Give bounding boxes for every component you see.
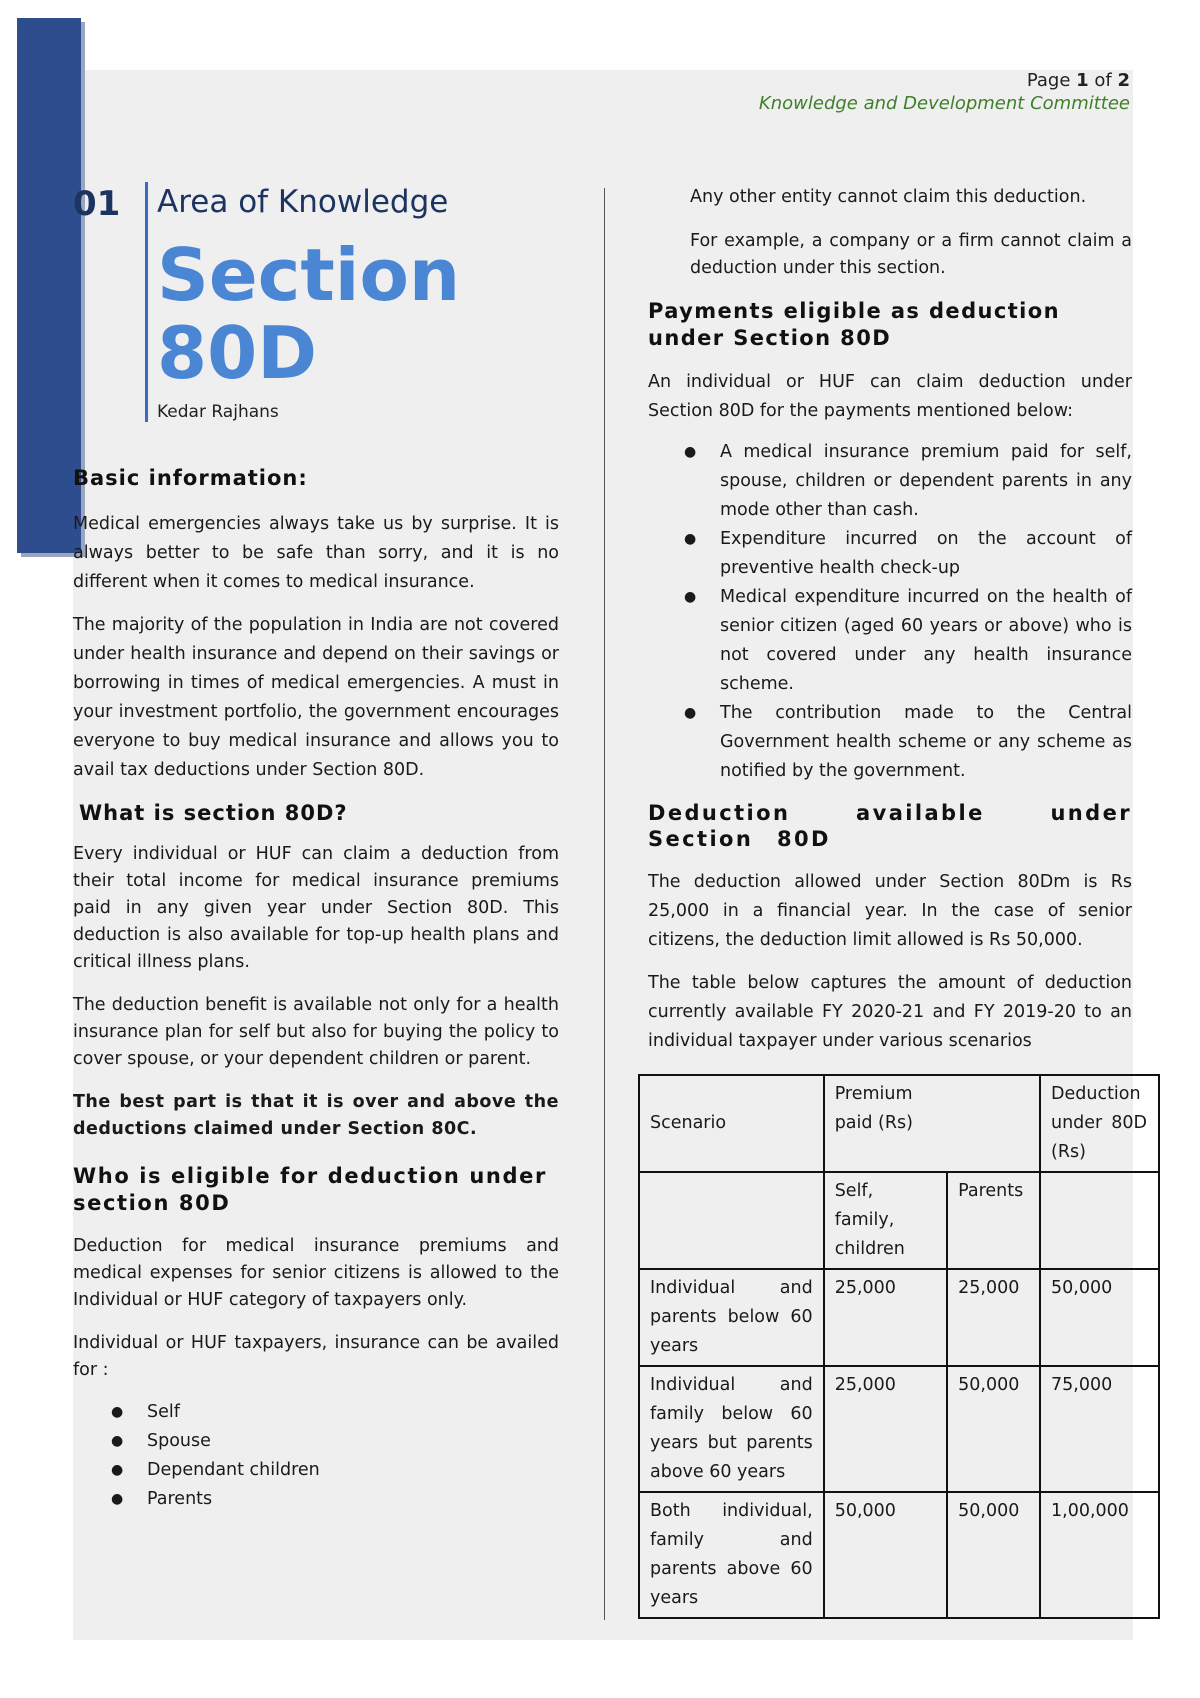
area-label: Area of Knowledge — [157, 184, 449, 220]
title-rule — [145, 182, 148, 422]
table-row: Individual and family below 60 years but parents above 60 years 25,000 50,000 75,000 — [639, 1366, 1159, 1492]
list-item: ● Dependant children — [111, 1460, 320, 1480]
page-title: Section 80D — [157, 233, 461, 395]
header-deduction: Deduction under 80D (Rs) — [1040, 1075, 1159, 1172]
right-column — [648, 180, 1147, 1619]
title-block — [73, 180, 559, 430]
basic-heading: Basic information: — [73, 466, 308, 490]
page-number: Page 1 of 2 — [1026, 70, 1130, 91]
who-paragraph-1: Deduction for medical insurance premiums and medical expenses for senior citizens is allowed to the Individual or HUF category of taxpayers only. — [73, 1236, 559, 1310]
committee-name: Knowledge and Development Committee — [758, 93, 1130, 114]
table-row: Individual and parents below 60 years 25,000 25,000 50,000 — [639, 1269, 1159, 1366]
subheader-self: Self, family, children — [824, 1172, 947, 1269]
what-paragraph-2: The deduction benefit is available not only for a health insurance plan for self but also for buying the policy to cover spouse, or your dependent children or parent. — [73, 995, 559, 1069]
table-subheader-row — [639, 1172, 1159, 1269]
section-number: 01 — [73, 184, 121, 224]
right-intro-1: Any other entity cannot claim this deduction. — [690, 187, 1087, 207]
table-header-row — [639, 1075, 1159, 1172]
right-intro-2: For example, a company or a firm cannot claim a deduction under this section. — [690, 231, 1132, 278]
eligible-list — [73, 1398, 559, 1514]
subheader-parents: Parents — [947, 1172, 1040, 1269]
list-item: ● Self — [111, 1402, 180, 1422]
deduction-paragraph-1: The deduction allowed under Section 80Dm is Rs 25,000 in a financial year. In the case of senior citizens, the deduction limit allowed is Rs 50,000. — [648, 872, 1132, 950]
deduction-paragraph-2: The table below captures the amount of deduction currently available FY 2020-21 and FY 2019-20 to an individual taxpayer under various scenarios — [648, 973, 1132, 1051]
basic-paragraph-1: Medical emergencies always take us by surprise. It is always better to be safe than sorry, and it is no different when it comes to medical insurance. — [73, 514, 559, 592]
list-item: ● Parents — [111, 1489, 213, 1509]
basic-paragraph-2: The majority of the population in India are not covered under health insurance and depend on their savings or borrowing in times of medical emergencies. A must in your investment portfolio, the government encourages everyone to buy medical insurance and allows you to avail tax deductions under Section 80D. — [73, 615, 559, 780]
payments-list — [648, 438, 1132, 786]
deduction-heading: Deduction available under Section 80D — [648, 801, 1132, 851]
payments-heading: Payments eligible as deduction under Section 80D — [648, 299, 1060, 350]
who-heading: Who is eligible for deduction under section 80D — [73, 1164, 547, 1215]
list-item: ● The contribution made to the Central Government health scheme or any scheme as notified by the government. — [684, 703, 1132, 781]
what-heading: What is section 80D? — [79, 801, 348, 825]
list-item: ● Expenditure incurred on the account of preventive health check-up — [684, 529, 1132, 578]
left-column — [73, 180, 559, 1514]
page-header — [759, 70, 1130, 114]
deduction-table — [638, 1074, 1160, 1619]
column-divider — [604, 188, 605, 1620]
list-item: ● Medical expenditure incurred on the health of senior citizen (aged 60 years or above) who is not covered under any health insurance scheme. — [684, 587, 1132, 694]
what-paragraph-3: The best part is that it is over and above the deductions claimed under Section 80C. — [73, 1092, 559, 1139]
decorative-side-bar — [17, 18, 81, 553]
table-row: Both individual, family and parents above 60 years 50,000 50,000 1,00,000 — [639, 1492, 1159, 1618]
who-paragraph-2: Individual or HUF taxpayers, insurance can be availed for : — [73, 1333, 559, 1380]
header-premium: Premium paid (Rs) — [824, 1075, 1040, 1172]
list-item: ● A medical insurance premium paid for self, spouse, children or dependent parents in any mode other than cash. — [684, 442, 1132, 520]
payments-paragraph: An individual or HUF can claim deduction under Section 80D for the payments mentioned below: — [648, 372, 1132, 421]
header-scenario: Scenario — [639, 1075, 824, 1172]
author: Kedar Rajhans — [157, 402, 279, 422]
list-item: ● Spouse — [111, 1431, 211, 1451]
what-paragraph-1: Every individual or HUF can claim a deduction from their total income for medical insurance premiums paid in any given year under Section 80D. This deduction is also available for top-up health plans and critical illness plans. — [73, 844, 559, 972]
